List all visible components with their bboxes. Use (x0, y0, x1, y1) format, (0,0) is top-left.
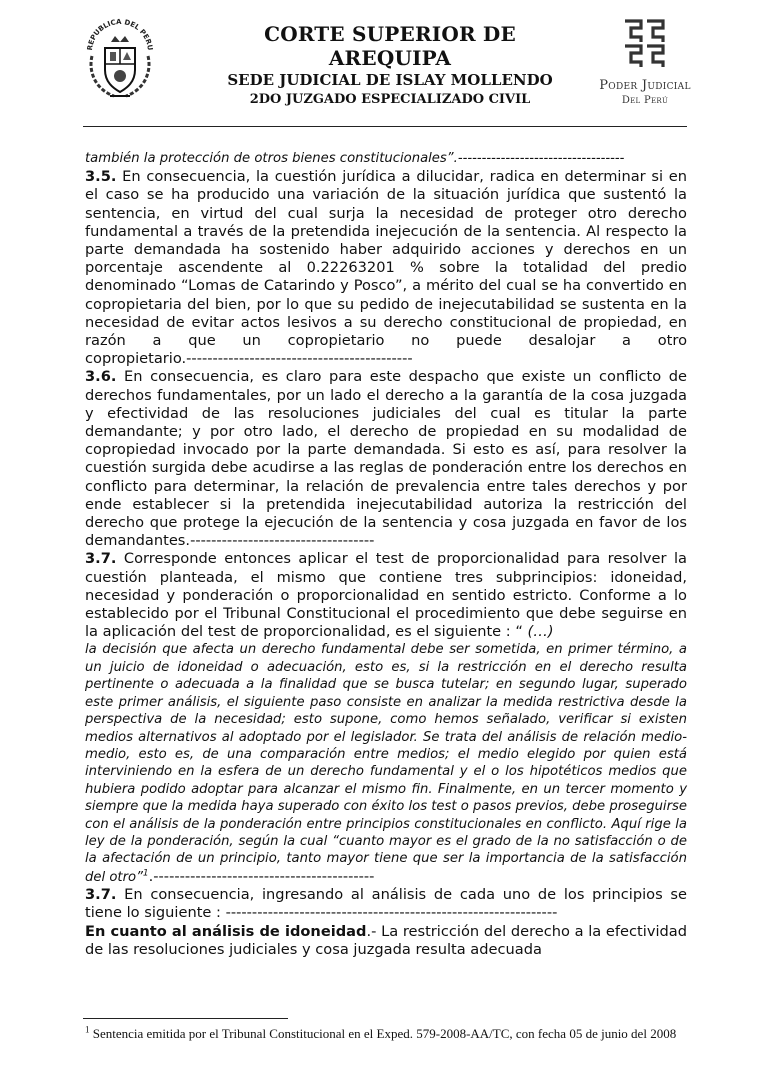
paragraph-continuation (85, 150, 687, 168)
dash-filler: ----------------------------------- (190, 532, 375, 550)
section-number: 3.7. (85, 550, 117, 568)
paragraph-text: En consecuencia, es claro para este despacho que existe un conflicto de derechos fundamentales, por un lado el derecho a la garantía de la cosa juzgada y efectividad de las resoluciones judiciales del cual es titular la parte demandante; y por otro lado, el derecho de propiedad en su modalidad de copropiedad invocado por la parte demandada. Si esto es así, para resolver la cuestión surgida debe acudirse a las reglas de ponderación entre los derechos en conflicto para determinar, la relación de prevalencia entre tales derechos y por ende establecer si la pretendida inejecutabilidad autoriza la restricción del derecho que protege la ejecución de la sentencia y cosa juzgada en favor de los demandantes. (85, 368, 687, 550)
section-number: 3.5. (85, 168, 117, 186)
poder-judicial-line1: Poder Judicial (599, 78, 691, 93)
peru-coat-of-arms-icon (80, 12, 160, 102)
footnote-text: Sentencia emitida por el Tribunal Constitucional en el Exped. 579-2008-AA/TC, con fecha 05 de junio del 2008 (89, 1026, 677, 1041)
paragraph-text: En consecuencia, la cuestión jurídica a dilucidar, radica en determinar si en el caso se ha producido una variación de la situación jurídica que sustentó la sentencia, en virtud del cual surja la necesidad de proteger otro derecho fundamental a través de la pretendida inejecución de la sentencia. Al respecto la parte demandada ha sostenido haber adquirido acciones y derechos en un porcentaje ascendente al 0.22263201 % sobre la totalidad del predio denominado “Lomas de Catarindo y Posco”, a mérito del cual se ha convertido en copropietaria del bien, por lo que su pedido de inejecutabilidad se sustenta en la necesidad de evitar actos lesivos a su derecho constitucional de propiedad, en razón a que un copropietario no puede desalojar a otro copropietario. (85, 168, 687, 368)
court-header-text (200, 22, 580, 110)
paragraph-3-6 (85, 368, 687, 550)
poder-judicial-line2: Del Perú (621, 95, 669, 106)
paragraph-idoneidad (85, 923, 687, 959)
paragraph-3-7 (85, 550, 687, 641)
seal-text: REPUBLICA DEL PERU (85, 17, 155, 51)
header-divider (83, 126, 687, 127)
page-header (0, 0, 771, 128)
court-title: CORTE SUPERIOR DE AREQUIPA (264, 22, 516, 70)
tc-quotation (85, 641, 687, 886)
dash-filler: ----------------------------------- (457, 151, 625, 166)
quote-ellipsis: (…) (522, 623, 554, 641)
quotation-text: la decisión que afecta un derecho fundamental debe ser sometida, en primer término, a un juicio de idoneidad o adecuación, esto es, si la restricción en el derecho resulta pertinente o adecuada a la finalidad que se busca tutelar; en segundo lugar, superado este primer análisis, el siguiente paso consiste en analizar la medida restrictiva desde la perspectiva de la necesidad; esto supone, como hemos señalado, verificar si existen medios alternativos al adoptado por el legislador. Se trata del análisis de relación medio-medio, esto es, de una comparación entre medios; el medio elegido por quien está interviniendo en la esfera de un derecho fundamental y el o los hipotéticos medios que hubiera podido adoptar para alcanzar el mismo fin. Finalmente, en un tercer momento y siempre que la medida haya superado con éxito los test o pasos previos, debe proseguirse con el análisis de la ponderación entre principios constitucionales en conflicto. Aquí rige la ley de la ponderación, según la cual “cuanto mayor es el grado de la no satisfacción o de la afectación de un principio, tanto mayor tiene que ser la importancia de la satisfacción del otro” (85, 642, 687, 885)
footnote-divider (83, 1018, 288, 1019)
document-body (85, 150, 687, 959)
paragraph-3-5 (85, 168, 687, 368)
paragraph-text: Corresponde entonces aplicar el test de proporcionalidad para resolver la cuestión planteada, el mismo que contiene tres subprincipios: idoneidad, necesidad y ponderación o proporcionalidad en sentido estricto. Conforme a lo establecido por el Tribunal Constitucional el procedimiento que debe seguirse en la aplicación del test de proporcionalidad, es el siguiente : “ (85, 550, 687, 641)
footnote (85, 1026, 685, 1042)
paragraph-text: En consecuencia, ingresando al análisis de cada uno de los principios se tiene lo siguiente : (85, 886, 687, 922)
svg-text:REPUBLICA DEL PERU (86, 18, 154, 51)
dash-filler: --------------------------------------------------------------- (225, 904, 558, 922)
footnote-reference: 1 (142, 868, 149, 879)
subheading-idoneidad: En cuanto al análisis de idoneidad (85, 922, 367, 940)
dash-filler: ------------------------------------------- (186, 350, 413, 368)
paragraph-3-7-b (85, 886, 687, 922)
dash-filler: .------------------------------------------ (148, 867, 375, 885)
section-number: 3.6. (85, 368, 117, 386)
paragraph-text: .- La restricción del derecho a la efectividad de las resoluciones judiciales y cosa juzgada resulta adecuada (85, 922, 687, 958)
section-number: 3.7. (85, 886, 117, 904)
court-sede: SEDE JUDICIAL DE ISLAY MOLLENDO (227, 71, 553, 89)
continuation-text: también la protección de otros bienes constitucionales”. (85, 151, 458, 166)
poder-judicial-logo-icon (622, 18, 666, 70)
footnote-marker: 1 (85, 1024, 90, 1035)
court-juzgado: 2DO JUZGADO ESPECIALIZADO CIVIL (249, 92, 531, 107)
poder-judicial-name (575, 78, 715, 108)
